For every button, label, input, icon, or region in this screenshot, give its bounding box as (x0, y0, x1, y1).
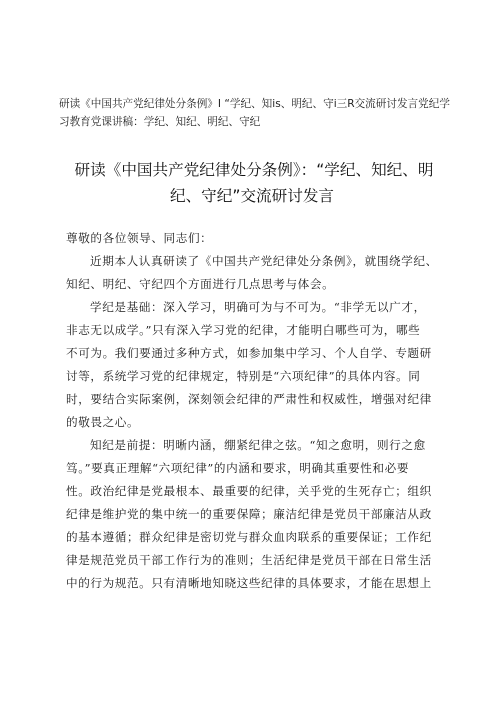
paragraph-line: 的敬畏之心。 (66, 415, 140, 429)
paragraph-line: 时，要结合实际案例，深刻领会纪律的严肃性和权威性，增强对纪律 (66, 392, 432, 406)
paragraph-line: 律是规范党员干部工作行为的准则；生活纪律是党员干部在日常生活 (66, 553, 432, 567)
paragraph-line: 知纪是前提：明晰内涵，绷紧纪律之弦。“知之愈明，则行之愈 (90, 438, 426, 452)
paragraph-line: 的基本遵循；群众纪律是密切党与群众血肉联系的重要保证；工作纪 (66, 530, 432, 544)
paragraph-line: 非志无以成学。”只有深入学习党的纪律，才能明白哪些可为，哪些 (66, 323, 421, 337)
paragraph-line: 笃。”要真正理解“六项纪律”的内涵和要求，明确其重要性和必要 (66, 461, 410, 475)
paragraph-line: 不可为。我们要通过多种方式，如参加集中学习、个人自学、专题研 (66, 346, 432, 360)
document-header-line-1: 研读《中国共产党纪律处分条例》I “学纪、知is、明纪、守i三R交流研讨发言党纪学 (59, 98, 450, 110)
document-title-line-1: 研读《中国共产党纪律处分条例》：“学纪、知纪、明 (74, 161, 434, 179)
paragraph-line: 性。政治纪律是党最根本、最重要的纪律，关乎党的生死存亡；组织 (66, 484, 432, 498)
paragraph-line: 中的行为规范。只有清晰地知晓这些纪律的具体要求，才能在思想上 (66, 576, 432, 590)
document-header-line-2: 习教育党课讲稿：学纪、知纪、明纪、守纪 (59, 116, 261, 128)
paragraph-line: 近期本人认真研读了《中国共产党纪律处分条例》，就围绕学纪、 (90, 254, 438, 268)
salutation: 尊敬的各位领导、同志们： (66, 231, 213, 245)
paragraph-line: 纪律是维护党的集中统一的重要保障；廉洁纪律是党员干部廉洁从政 (66, 507, 432, 521)
paragraph-line: 学纪是基础：深入学习，明确可为与不可为。“非学无以广才， (90, 300, 426, 314)
paragraph-line: 讨等，系统学习党的纪律规定，特别是“六项纪律”的具体内容。同 (66, 369, 421, 383)
document-title-line-2: 纪、守纪”交流研讨发言 (169, 187, 335, 205)
paragraph-line: 知纪、明纪、守纪四个方面进行几点思考与体会。 (66, 277, 335, 291)
